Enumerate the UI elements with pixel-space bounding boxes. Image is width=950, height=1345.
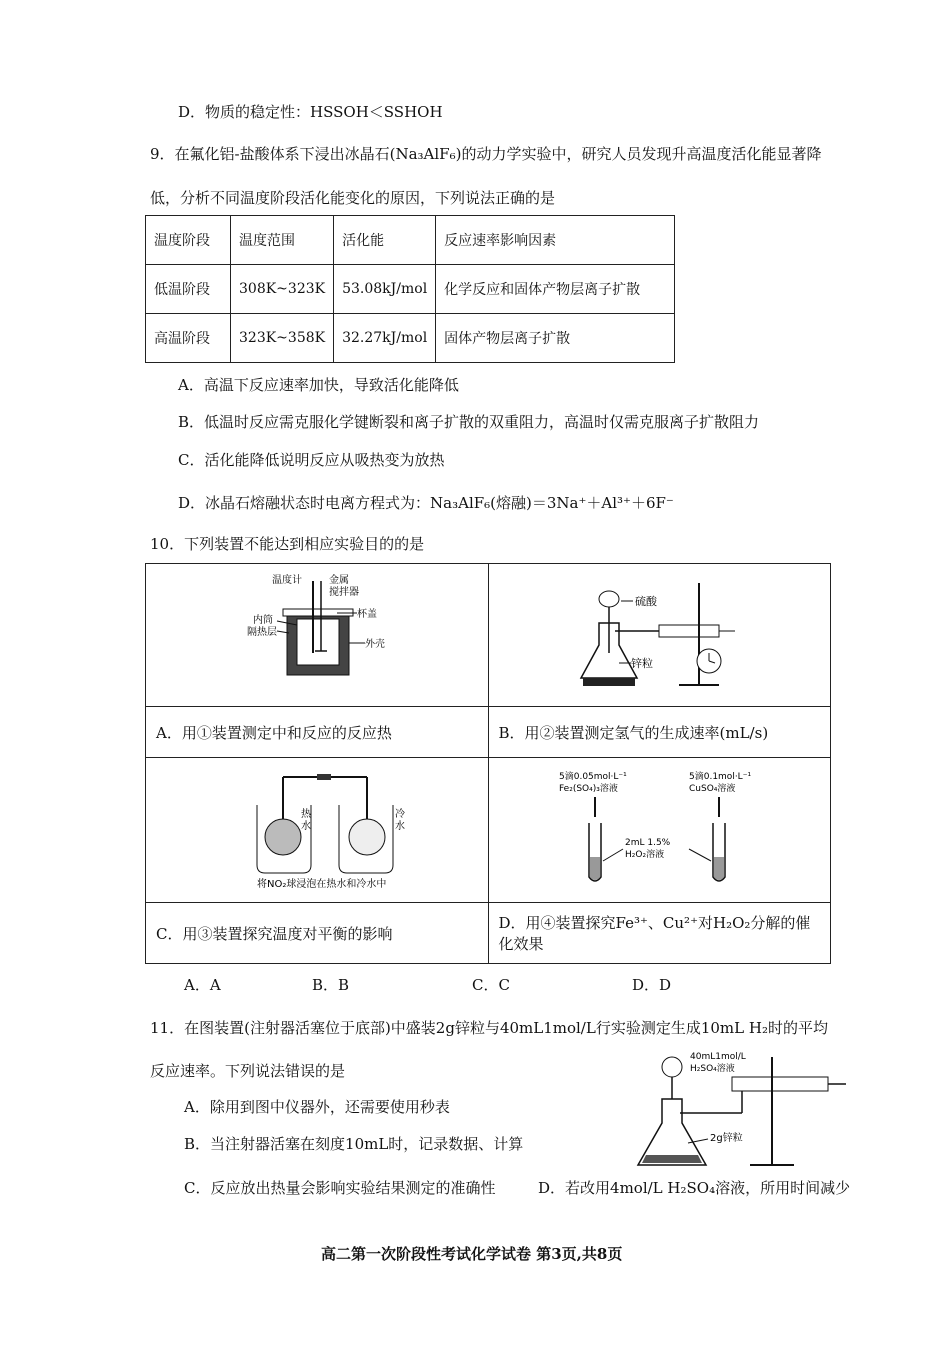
fig4-label: 5滴0.05mol·L⁻¹ bbox=[559, 772, 628, 782]
fig4-label: CuSO₄溶液 bbox=[689, 784, 736, 794]
figure-3-cell bbox=[146, 758, 489, 903]
q10-table bbox=[145, 563, 831, 964]
q10-choice-a: A．A bbox=[184, 976, 221, 994]
q10-stem: 10．下列装置不能达到相应实验目的的是 bbox=[150, 535, 425, 553]
fig3-label: 水 bbox=[300, 821, 311, 832]
q11-fig-label: 40mL1mol/L bbox=[690, 1052, 746, 1062]
table-cell: 53.08kJ/mol bbox=[334, 265, 436, 314]
fig1-label: 内筒 bbox=[252, 615, 273, 626]
page-footer: 高二第一次阶段性考试化学试卷 第3页,共8页 bbox=[321, 1245, 623, 1263]
no2-equilibrium-figure bbox=[197, 765, 437, 891]
table-header: 反应速率影响因素 bbox=[436, 216, 675, 265]
fig1-label: 外壳 bbox=[364, 639, 385, 650]
table-cell: 308K~323K bbox=[231, 265, 334, 314]
figure-2-cell bbox=[488, 564, 831, 707]
fig1-label: 杯盖 bbox=[356, 609, 377, 620]
q11-stem-line2: 反应速率。下列说法错误的是 bbox=[150, 1062, 346, 1080]
q8-option-d: D．物质的稳定性：HSSOH＜SSHOH bbox=[178, 103, 443, 121]
caption-c: C．用③装置探究温度对平衡的影响 bbox=[146, 903, 489, 964]
table-header: 温度阶段 bbox=[146, 216, 231, 265]
caption-b: B．用②装置测定氢气的生成速率(mL/s) bbox=[488, 707, 831, 758]
q9-option-a: A．高温下反应速率加快，导致活化能降低 bbox=[178, 376, 459, 394]
fig3-label: 水 bbox=[394, 821, 405, 832]
q11-stem-line1: 11．在图装置(注射器活塞位于底部)中盛装2g锌粒与40mL1mol/L行实验测定生成10mL H₂时的平均 bbox=[150, 1019, 828, 1037]
table-cell: 低温阶段 bbox=[146, 265, 231, 314]
q9-stem-line1: 9．在氟化铝-盐酸体系下浸出冰晶石(Na₃AlF₆)的动力学实验中，研究人员发现升高温度活化能显著降 bbox=[150, 145, 822, 163]
q10-choice-c: C．C bbox=[472, 976, 510, 994]
calorimeter-figure bbox=[217, 573, 417, 693]
fig1-label: 温度计 bbox=[271, 575, 302, 586]
q11-fig-label: H₂SO₄溶液 bbox=[690, 1064, 735, 1074]
q9-option-c: C．活化能降低说明反应从吸热变为放热 bbox=[178, 451, 445, 469]
table-cell: 化学反应和固体产物层离子扩散 bbox=[436, 265, 675, 314]
gas-rate-figure bbox=[559, 573, 759, 693]
table-header: 温度范围 bbox=[231, 216, 334, 265]
q11-option-a: A．除用到图中仪器外，还需要使用秒表 bbox=[184, 1098, 450, 1116]
q10-choice-d: D．D bbox=[632, 976, 672, 994]
q11-apparatus-figure bbox=[632, 1043, 862, 1173]
q9-option-b: B．低温时反应需克服化学键断裂和离子扩散的双重阻力，高温时仅需克服离子扩散阻力 bbox=[178, 413, 760, 431]
q11-option-d: D．若改用4mol/L H₂SO₄溶液，所用时间减少 bbox=[538, 1179, 851, 1197]
q10-choice-b: B．B bbox=[312, 976, 350, 994]
fig3-label: 冷 bbox=[394, 809, 405, 820]
fig3-caption: 将NO₂球浸泡在热水和冷水中 bbox=[256, 879, 387, 890]
table-row bbox=[146, 314, 675, 363]
q11-option-b: B．当注射器活塞在刻度10mL时，记录数据、计算 bbox=[184, 1135, 524, 1153]
table-header-row bbox=[146, 216, 675, 265]
table-header: 活化能 bbox=[334, 216, 436, 265]
fig2-label: 硫酸 bbox=[635, 595, 658, 608]
fig4-label: H₂O₂溶液 bbox=[625, 850, 665, 860]
table-cell: 固体产物层离子扩散 bbox=[436, 314, 675, 363]
q11-fig-label: 2g锌粒 bbox=[710, 1133, 743, 1144]
fig4-label: 5滴0.1mol·L⁻¹ bbox=[689, 772, 752, 782]
caption-d: D．用④装置探究Fe³⁺、Cu²⁺对H₂O₂分解的催化效果 bbox=[488, 903, 831, 964]
fig4-label: 2mL 1.5% bbox=[625, 838, 671, 848]
caption-a: A．用①装置测定中和反应的反应热 bbox=[146, 707, 489, 758]
q9-stem-line2: 低，分析不同温度阶段活化能变化的原因，下列说法正确的是 bbox=[150, 189, 556, 207]
fig1-label: 隔热层 bbox=[246, 627, 277, 638]
q11-option-c: C．反应放出热量会影响实验结果测定的准确性 bbox=[184, 1179, 496, 1197]
fig2-label: 锌粒 bbox=[631, 657, 654, 670]
fig3-label: 热 bbox=[300, 809, 311, 820]
table-cell: 323K~358K bbox=[231, 314, 334, 363]
fig4-label: Fe₂(SO₄)₃溶液 bbox=[559, 784, 619, 794]
q9-option-d: D．冰晶石熔融状态时电离方程式为：Na₃AlF₆(熔融)＝3Na⁺＋Al³⁺＋6F⁻ bbox=[178, 494, 674, 512]
fig1-label: 金属 bbox=[328, 575, 349, 586]
catalysis-figure bbox=[539, 765, 779, 891]
table-cell: 32.27kJ/mol bbox=[334, 314, 436, 363]
table-cell: 高温阶段 bbox=[146, 314, 231, 363]
q9-table bbox=[145, 215, 675, 363]
figure-4-cell bbox=[488, 758, 831, 903]
table-row bbox=[146, 265, 675, 314]
figure-1-cell bbox=[146, 564, 489, 707]
fig1-label: 搅拌器 bbox=[328, 587, 359, 598]
